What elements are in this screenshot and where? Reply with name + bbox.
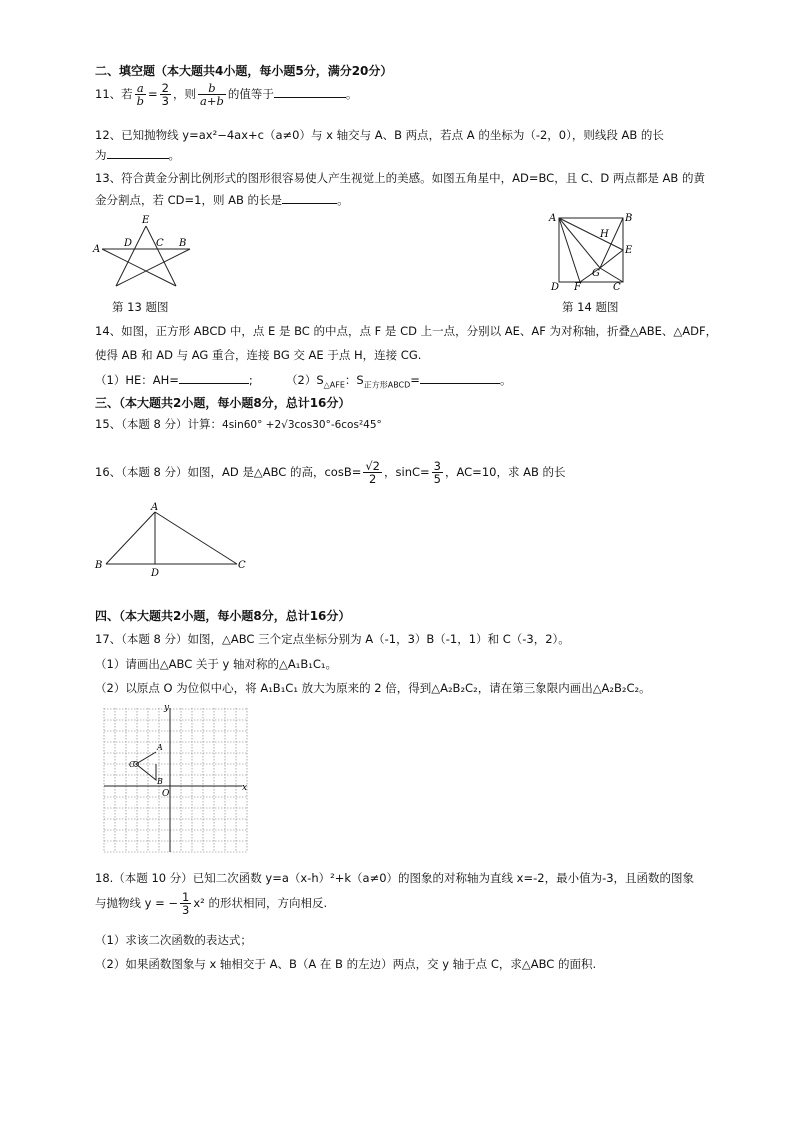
section-title-fill-blank: 二、填空题（本大题共4小题，每小题5分，满分20分） [95,64,393,78]
q11-fraction-a-over-b: $\frac{a}{b}$ [136,81,145,109]
section-title-4: 四、（本大题共2小题，每小题8分，总计16分） [95,609,351,623]
q16-pre: 16、（本题 8 分）如图，AD 是△ABC 的高，cosB= [95,465,362,480]
question-18-line2 [95,891,327,916]
question-14-part2 [286,372,511,390]
q14-p1-label: （1）HE：AH= [95,373,179,387]
q14-p1-end: ; [248,373,253,387]
fig17-label-b: B [157,777,163,786]
q11-answer-blank[interactable] [274,87,346,98]
fig13-label-e: E [142,215,150,226]
fig16-label-d: D [151,568,160,579]
q14-p2-c: = [410,373,420,387]
fig14-label-h: H [600,229,609,240]
q15-expression: 4sin60° +2√3cos30°-6cos²45° [222,419,382,431]
question-12-line2 [95,147,180,163]
q13-answer-blank[interactable] [282,193,337,204]
question-17-line1: 17、（本题 8 分）如图，△ABC 三个定点坐标分别为 A（-1，3）B（-1，1）和 C（-3，2）。 [95,632,570,646]
q16-mid: ，sinC= [384,465,430,480]
q11-fraction-b-over-ab: $\frac{b}{a+b}$ [199,81,224,109]
question-16 [95,460,566,485]
q14-p2-a: （2）S [286,373,324,387]
q16-cosb-fraction: $\frac{√2}{2}$ [365,459,381,487]
q11-post: 的值等于 [227,87,274,102]
fig14-label-b: B [625,213,633,224]
figure-14-square [544,210,634,292]
figure-17-coordinate-grid [100,704,250,856]
fig13-label-c: C [156,238,164,249]
fig17-triangle-abc [136,752,156,780]
q16-post: ，AC=10，求 AB 的长 [444,465,566,480]
question-14-line2: 使得 AB 和 AD 与 AG 重合，连接 BG 交 AE 于点 H，连接 CG. [95,348,422,362]
fig16-label-b: B [95,560,103,571]
fig14-label-c: C [613,282,621,292]
fig14-label-e: E [625,245,633,256]
fig14-label-a: A [549,213,557,224]
q16-sinc-fraction: $\frac{3}{5}$ [433,459,441,487]
question-11 [95,82,357,107]
q13-end: 。 [337,193,349,207]
fig13-label-d: D [124,238,133,249]
q12-pre: 为 [95,148,107,162]
figure-13-pentagram [90,212,200,298]
question-12-line1: 12、已知抛物线 y=ax²−4ax+c（a≠0）与 x 轴交与 A、B 两点，若点 A 的坐标为（-2，0），则线段 AB 的长 [95,128,664,142]
question-15 [95,416,382,432]
q11-equals: = [148,87,158,102]
question-18-line1: 18.（本题 10 分）已知二次函数 y=a（x-h）²+k（a≠0）的图象的对称轴为直线 x=-2，最小值为-3，且函数的图象 [95,871,695,885]
q12-answer-blank[interactable] [107,148,169,159]
fig16-label-c: C [238,560,246,571]
figure-16-triangle [92,500,252,580]
q15-pre: 15、（本题 8 分）计算： [95,417,223,431]
q14-p1-answer-blank[interactable] [179,373,249,384]
fig17-label-a: A [157,743,163,752]
q18-pre: 与抛物线 y = − [95,896,179,911]
fig16-label-a: A [151,502,159,513]
q14-p2-sub2: 正方形ABCD [363,380,411,390]
q18-fraction: $\frac{1}{3}$ [182,890,190,918]
fig17-label-c: C [129,760,136,769]
q14-p2-sub1: △AFE [323,380,345,390]
q14-p2-b: ：S [344,373,364,387]
fig14-label-f: F [574,282,581,292]
q11-mid: ，则 [172,87,196,102]
fig17-origin-label: O [162,789,170,799]
fig13-label-b: B [179,238,187,249]
q12-end: 。 [168,148,180,162]
q14-p2-answer-blank[interactable] [420,373,500,384]
question-18-part1: （1）求该二次函数的表达式； [95,933,252,947]
q11-end: 。 [345,87,358,102]
fig14-label-g: G [592,268,600,279]
fig17-y-label: y [164,704,170,713]
q18-post: x² 的形状相同，方向相反. [193,896,328,911]
question-13-line1: 13、符合黄金分割比例形式的图形很容易使人产生视觉上的美感。如图五角星中，AD=BC，且 C、D 两点都是 AB 的黄 [95,171,705,185]
fig14-label-d: D [551,282,560,292]
q11-fraction-2-over-3: $\frac{2}{3}$ [161,81,169,109]
figure-14-caption: 第 14 题图 [562,300,619,314]
question-14-line1: 14、如图，正方形 ABCD 中，点 E 是 BC 的中点，点 F 是 CD 上一点，分别以 AE、AF 为对称轴，折叠△ABE、△ADF， [95,324,718,338]
q14-p2-end: 。 [499,373,512,387]
question-17-part1: （1）请画出△ABC 关于 y 轴对称的△A₁B₁C₁。 [95,657,337,671]
question-17-part2: （2）以原点 O 为位似中心，将 A₁B₁C₁ 放大为原来的 2 倍，得到△A₂B₂C₂，请在第三象限内画出△A₂B₂C₂。 [95,681,651,695]
fig17-x-label: x [242,783,248,793]
question-18-part2: （2）如果函数图象与 x 轴相交于 A、B（A 在 B 的左边）两点，交 y 轴于点 C，求△ABC 的面积. [95,957,597,971]
figure-13-caption: 第 13 题图 [112,300,169,314]
question-13-line2 [95,192,349,208]
question-14-part1 [95,372,253,388]
fig13-label-a: A [93,244,101,255]
q13-pre: 金分割点，若 CD=1，则 AB 的长是 [95,193,283,207]
q11-prefix: 11、若 [95,87,133,102]
section-title-3: 三、（本大题共2小题，每小题8分，总计16分） [95,396,351,410]
